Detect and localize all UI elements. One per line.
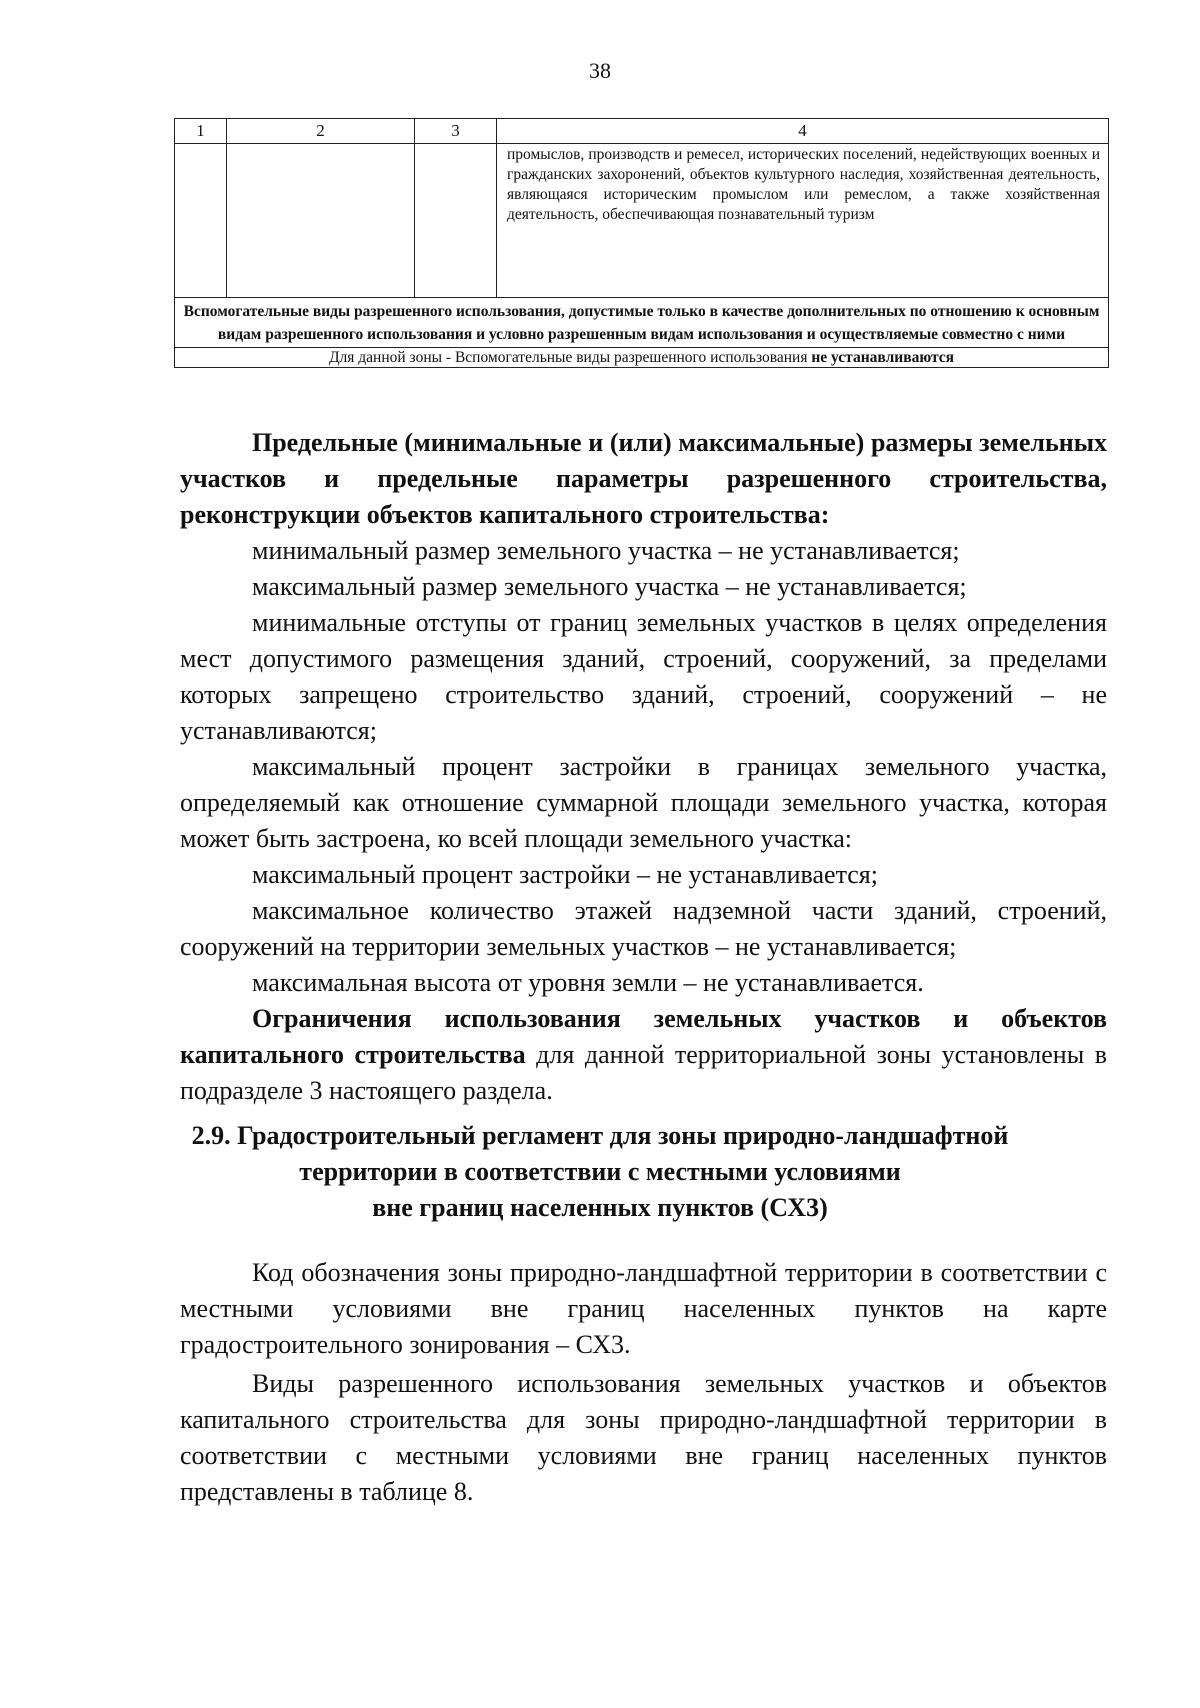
paragraph: Виды разрешенного использования земельных участков и объектов капитального строительства для зоны природно-ландшафтной территории в соответствии с местными условиями вне границ населенных пунктов представлены в таблице 8.: [180, 1369, 1107, 1506]
land-use-table: [174, 118, 1109, 368]
restrictions-paragraph: [180, 1001, 1107, 1109]
table-row: [175, 144, 1109, 298]
limits-section: [180, 425, 1107, 1109]
limits-heading: Предельные (минимальные и (или) максимальные) размеры земельных участков и предельные параметры разрешенного строительства, реконструкции объектов капитального строительства:: [180, 428, 1107, 529]
restrictions-bold: Ограничения использования земельных участков и объектов капитального строительства: [180, 1004, 1107, 1069]
restrictions-rest: для данной территориальной зоны установлены в подразделе 3 настоящего раздела.: [180, 1040, 1107, 1105]
aux-note-bold: не устанавливаются: [811, 349, 955, 366]
table-row: [175, 298, 1109, 348]
table-header-cell: 3: [415, 119, 497, 144]
paragraph: Код обозначения зоны природно-ландшафтной территории в соответствии с местными условиями вне границ населенных пунктов на карте градостроительного зонирования – СХ3.: [180, 1258, 1107, 1359]
aux-note-prefix: Для данной зоны - Вспомогательные виды разрешенного использования: [328, 349, 812, 366]
table-row: [175, 348, 1109, 368]
section-body: [180, 1255, 1107, 1510]
paragraph: максимальное количество этажей надземной части зданий, строений, сооружений на территории земельных участков – не устанавливается;: [180, 896, 1107, 961]
page-number: 38: [589, 58, 611, 83]
paragraph: максимальный процент застройки в границах земельного участка, определяемый как отношение суммарной площади земельного участка, которая может быть застроена, ко всей площади земельного участка:: [180, 752, 1107, 853]
section-heading-line: вне границ населенных пунктов (СХ3): [372, 1193, 828, 1222]
paragraph: минимальные отступы от границ земельных участков в целях определения мест допустимого размещения зданий, строений, сооружений, за пределами которых запрещено строительство зданий, строений, сооружений – не устанавливаются;: [180, 608, 1107, 745]
table-header-cell: 4: [497, 119, 1109, 144]
table-cell: [175, 144, 227, 298]
paragraph: максимальный размер земельного участка – не устанавливается;: [252, 572, 967, 601]
aux-uses-note: [175, 348, 1109, 368]
section-heading-line: территории в соответствии с местными условиями: [299, 1157, 901, 1186]
aux-uses-heading: Вспомогательные виды разрешенного использования, допустимые только в качестве дополнительных по отношению к основным видам разрешенного использования и условно разрешенным видам использования и осуществляемые совместно с ними: [175, 298, 1109, 348]
table-header-row: [175, 119, 1109, 144]
table-cell-description: промыслов, производств и ремесел, исторических поселений, недействующих военных и гражданских захоронений, объектов культурного наследия, хозяйственная деятельность, являющаяся историческим промыслом или ремеслом, а также хозяйственная деятельность, обеспечивающая познавательный туризм: [497, 144, 1109, 298]
paragraph: максимальная высота от уровня земли – не устанавливается.: [252, 968, 924, 997]
table-header-cell: 1: [175, 119, 227, 144]
paragraph: максимальный процент застройки – не устанавливается;: [252, 860, 878, 889]
paragraph: минимальный размер земельного участка – не устанавливается;: [252, 536, 960, 565]
table-header-cell: 2: [227, 119, 415, 144]
section-heading: [0, 1118, 1200, 1226]
table-cell: [227, 144, 415, 298]
section-heading-line: 2.9. Градостроительный регламент для зоны природно-ландшафтной: [191, 1121, 1009, 1150]
table-cell: [415, 144, 497, 298]
